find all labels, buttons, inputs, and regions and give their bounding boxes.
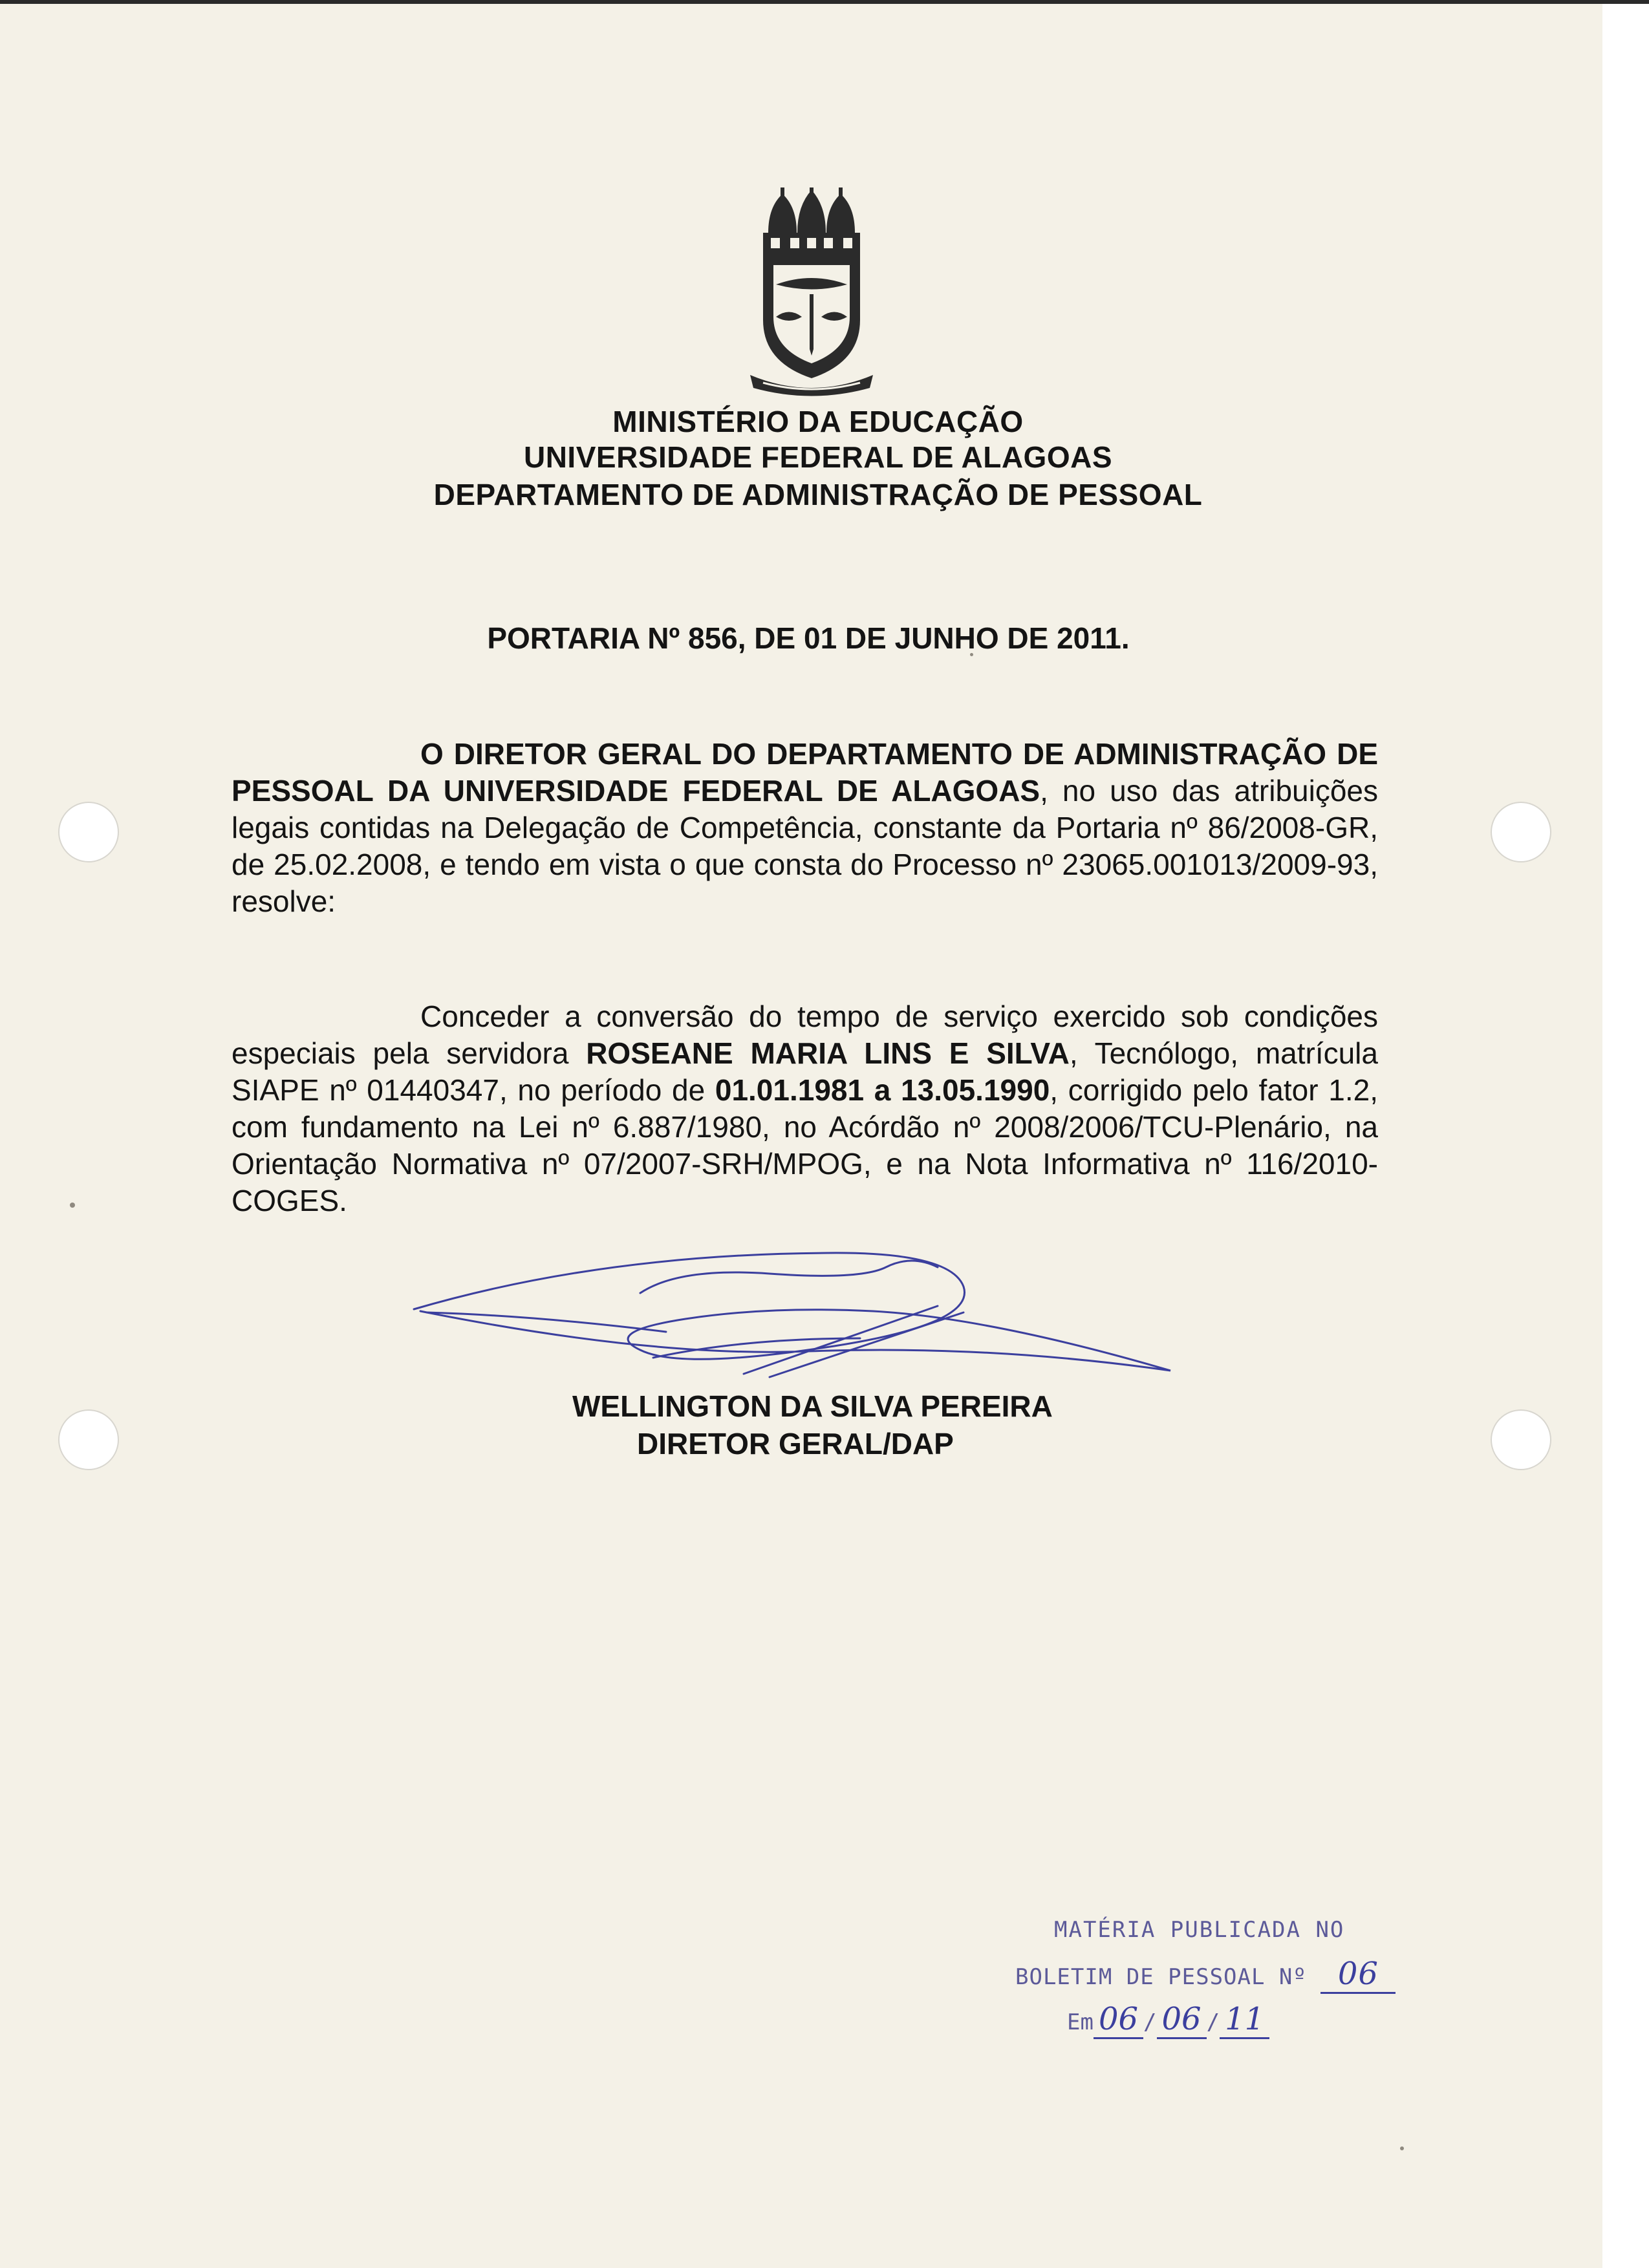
header-department: DEPARTAMENTO DE ADMINISTRAÇÃO DE PESSOAL [433,478,1203,511]
punch-hole-left-bottom [58,1409,119,1470]
preamble-text: , no uso das atribuições legais contidas na Delegação de Competência, constante da Portaria nº 86/2008-GR, de 25.02.2008, e tendo em vista o que consta do Processo nº 23065.001013/2009-93, resolve: [232,774,1378,918]
resolution-text-3: , corrigido pelo fator 1.2, com fundamento na Lei nº 6.887/1980, no Acórdão nº 2008/2006/TCU-Plenário, na Orientação Normativa nº 07/2007-SRH/MPOG, e na Nota Informativa nº 116/2010-COGES. [232,1073,1378,1217]
service-period: 01.01.1981 a 13.05.1990 [715,1073,1050,1107]
header-university: UNIVERSIDADE FEDERAL DE ALAGOAS [523,440,1113,474]
stamp-date [1067,2001,1269,2039]
resolution-paragraph [232,998,1378,1219]
preamble-paragraph [232,736,1378,920]
stamp-separator-2: / [1206,2009,1220,2035]
document-title: PORTARIA Nº 856, DE 01 DE JUNHO DE 2011. [487,621,1130,655]
university-crest-icon [750,187,873,398]
servant-name: ROSEANE MARIA LINS E SILVA [586,1036,1070,1070]
scan-top-edge [0,0,1649,4]
header-ministry: MINISTÉRIO DA EDUCAÇÃO [612,405,1024,438]
stamp-line-2 [1015,1956,1396,1994]
stamp-boletim-number: 06 [1320,1956,1396,1994]
preamble-authority: O DIRETOR GERAL DO DEPARTAMENTO DE ADMINISTRAÇÃO DE PESSOAL DA UNIVERSIDADE FEDERAL DE ALAGOAS [232,737,1378,808]
punch-hole-left-top [58,802,119,862]
punch-hole-right-bottom [1491,1409,1551,1470]
stamp-boletim-label: BOLETIM DE PESSOAL Nº [1015,1964,1307,1990]
signatory-role: DIRETOR GERAL/DAP [637,1427,954,1460]
scan-margin [1602,0,1649,2268]
stamp-month: 06 [1157,2001,1207,2039]
stamp-line-1: MATÉRIA PUBLICADA NO [1054,1917,1345,1943]
punch-hole-right-top [1491,802,1551,862]
handwritten-signature [407,1241,1183,1384]
paper-speck [70,1203,75,1208]
stamp-separator-1: / [1143,2009,1157,2035]
publication-stamp [1015,1917,1429,2059]
signatory-name: WELLINGTON DA SILVA PEREIRA [572,1389,1053,1423]
resolution-text-2: , Tecnólogo, matrícula SIAPE nº 01440347, no período de [232,1036,1378,1107]
stamp-year: 11 [1220,2001,1269,2039]
stamp-day: 06 [1094,2001,1143,2039]
stamp-date-prefix: Em [1067,2009,1094,2035]
paper-speck [1400,2146,1404,2150]
resolution-text-1: Conceder a conversão do tempo de serviço exercido sob condições especiais pela servidora [232,1000,1378,1070]
